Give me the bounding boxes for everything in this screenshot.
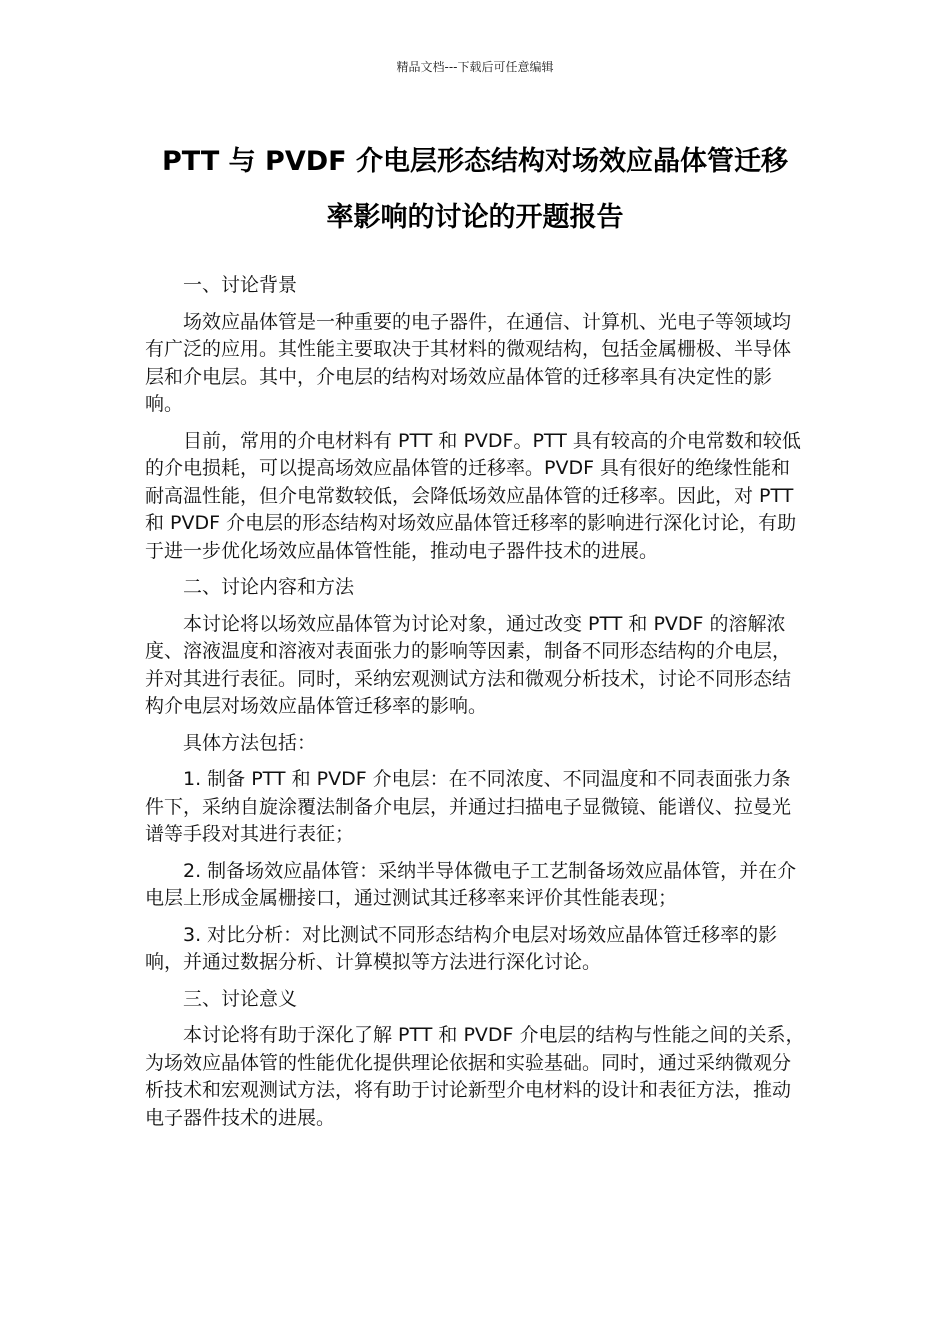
paragraph-content-methods: 本讨论将以场效应晶体管为讨论对象，通过改变 PTT 和 PVDF 的溶解浓度、溶液温度和溶液对表面张力的影响等因素，制备不同形态结构的介电层，并对其进行表征。同时，采纳宏观测试方法和微观分析技术，讨论不同形态结构介电层对场效应晶体管迁移率的影响。 [145,612,792,717]
paragraph-background-2: 目前，常用的介电材料有 PTT 和 PVDF。PTT 具有较高的介电常数和较低的介电损耗，可以提高场效应晶体管的迁移率。PVDF 具有很好的绝缘性能和耐高温性能，但介电常数较低，会降低场效应晶体管的迁移率。因此，对 PTT 和 PVDF 介电层的形态结构对场效应晶体管迁移率的影响进行深化讨论，有助于进一步优化场效应晶体管性能，推动电子器件技术的进展。 [145,429,801,562]
header-note: 精品文档---下载后可任意编辑 [396,60,554,74]
document-body [145,272,807,1141]
document-title [120,134,830,246]
subheading-specific-methods: 具体方法包括： [183,731,317,754]
section-heading-content-methods: 二、讨论内容和方法 [183,576,355,598]
section-heading-background: 一、讨论背景 [183,274,298,296]
method-item-2: 2. 制备场效应晶体管：采纳半导体微电子工艺制备场效应晶体管，并在介电层上形成金属栅接口，通过测试其迁移率来评价其性能表现； [145,859,797,909]
title-line-1: PTT 与 PVDF 介电层形态结构对场效应晶体管迁移 [162,146,788,177]
paragraph-significance: 本讨论将有助于深化了解 PTT 和 PVDF 介电层的结构与性能之间的关系，为场效应晶体管的性能优化提供理论依据和实验基础。同时，通过采纳微观分析技术和宏观测试方法，将有助于讨论新型介电材料的设计和表征方法，推动电子器件技术的进展。 [145,1024,805,1129]
method-item-1: 1. 制备 PTT 和 PVDF 介电层：在不同浓度、不同温度和不同表面张力条件下，采纳自旋涂覆法制备介电层，并通过扫描电子显微镜、能谱仪、拉曼光谱等手段对其进行表征； [145,768,792,845]
title-line-2: 率影响的讨论的开题报告 [326,202,624,233]
paragraph-background-1: 场效应晶体管是一种重要的电子器件，在通信、计算机、光电子等领域均有广泛的应用。其性能主要取决于其材料的微观结构，包括金属栅极、半导体层和介电层。其中，介电层的结构对场效应晶体管的迁移率具有决定性的影响。 [145,310,792,415]
section-heading-significance: 三、讨论意义 [183,987,298,1010]
method-item-3: 3. 对比分析：对比测试不同形态结构介电层对场效应晶体管迁移率的影响，并通过数据分析、计算模拟等方法进行深化讨论。 [145,923,778,973]
